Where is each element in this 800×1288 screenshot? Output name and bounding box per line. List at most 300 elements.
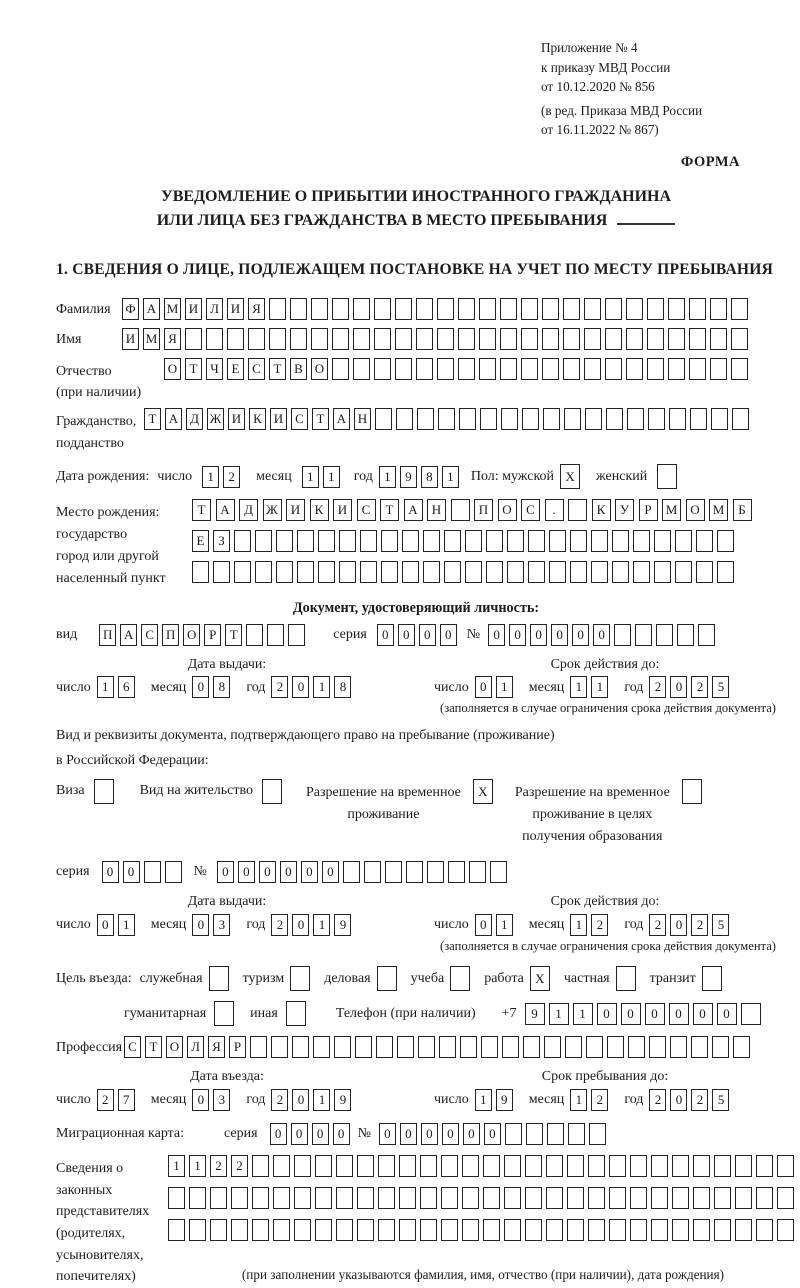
- char-box[interactable]: 0: [645, 1003, 665, 1025]
- char-box[interactable]: [189, 1187, 206, 1209]
- char-box[interactable]: [214, 1001, 234, 1026]
- residence-number-input[interactable]: [217, 861, 511, 883]
- char-box[interactable]: [563, 328, 580, 350]
- char-box[interactable]: 0: [292, 1089, 309, 1111]
- char-box[interactable]: 2: [591, 1089, 608, 1111]
- char-box[interactable]: [735, 1219, 752, 1241]
- char-box[interactable]: Т: [145, 1036, 162, 1058]
- char-box[interactable]: [507, 561, 524, 583]
- char-box[interactable]: 9: [496, 1089, 513, 1111]
- char-box[interactable]: 0: [292, 676, 309, 698]
- char-box[interactable]: И: [270, 408, 287, 430]
- char-box[interactable]: 0: [270, 1123, 287, 1145]
- char-box[interactable]: [444, 530, 461, 552]
- char-box[interactable]: [441, 1155, 458, 1177]
- char-box[interactable]: [441, 1187, 458, 1209]
- char-box[interactable]: [656, 624, 673, 646]
- birthdate-day-input[interactable]: [202, 466, 244, 488]
- char-box[interactable]: А: [165, 408, 182, 430]
- char-box[interactable]: Я: [248, 298, 265, 320]
- char-box[interactable]: 0: [475, 676, 492, 698]
- char-box[interactable]: 0: [400, 1123, 417, 1145]
- char-box[interactable]: 0: [379, 1123, 396, 1145]
- stay-month-input[interactable]: [570, 1089, 612, 1111]
- char-box[interactable]: [717, 561, 734, 583]
- char-box[interactable]: [458, 328, 475, 350]
- birthdate-year-input[interactable]: [379, 466, 463, 488]
- char-box[interactable]: [584, 298, 601, 320]
- char-box[interactable]: [185, 328, 202, 350]
- char-box[interactable]: [525, 1219, 542, 1241]
- char-box[interactable]: [336, 1219, 353, 1241]
- char-box[interactable]: [357, 1219, 374, 1241]
- char-box[interactable]: [609, 1187, 626, 1209]
- char-box[interactable]: [756, 1219, 773, 1241]
- char-box[interactable]: А: [404, 499, 423, 521]
- char-box[interactable]: [672, 1187, 689, 1209]
- char-box[interactable]: [567, 1155, 584, 1177]
- char-box[interactable]: [568, 499, 587, 521]
- char-box[interactable]: [374, 328, 391, 350]
- char-box[interactable]: О: [311, 358, 328, 380]
- char-box[interactable]: 0: [398, 624, 415, 646]
- residence-series-input[interactable]: [102, 861, 186, 883]
- char-box[interactable]: [458, 298, 475, 320]
- char-box[interactable]: [777, 1187, 794, 1209]
- char-box[interactable]: [731, 358, 748, 380]
- char-box[interactable]: [585, 408, 602, 430]
- char-box[interactable]: [276, 530, 293, 552]
- char-box[interactable]: [294, 1219, 311, 1241]
- char-box[interactable]: 0: [621, 1003, 641, 1025]
- char-box[interactable]: [690, 408, 707, 430]
- char-box[interactable]: С: [124, 1036, 141, 1058]
- char-box[interactable]: [420, 1219, 437, 1241]
- char-box[interactable]: 2: [223, 466, 240, 488]
- char-box[interactable]: [483, 1155, 500, 1177]
- char-box[interactable]: [525, 1187, 542, 1209]
- char-box[interactable]: 1: [97, 676, 114, 698]
- char-box[interactable]: К: [592, 499, 611, 521]
- char-box[interactable]: 1: [496, 676, 513, 698]
- expiry-month-input[interactable]: [570, 676, 612, 698]
- char-box[interactable]: 0: [717, 1003, 737, 1025]
- char-box[interactable]: 0: [192, 676, 209, 698]
- char-box[interactable]: [168, 1219, 185, 1241]
- char-box[interactable]: А: [333, 408, 350, 430]
- char-box[interactable]: 0: [312, 1123, 329, 1145]
- stay-day-input[interactable]: [475, 1089, 517, 1111]
- char-box[interactable]: [165, 861, 182, 883]
- char-box[interactable]: И: [286, 499, 305, 521]
- char-box[interactable]: [504, 1187, 521, 1209]
- char-box[interactable]: 8: [213, 676, 230, 698]
- char-box[interactable]: 0: [192, 914, 209, 936]
- char-box[interactable]: 1: [313, 1089, 330, 1111]
- char-box[interactable]: [546, 1155, 563, 1177]
- char-box[interactable]: [525, 1155, 542, 1177]
- char-box[interactable]: 9: [400, 466, 417, 488]
- char-box[interactable]: 2: [649, 676, 666, 698]
- char-box[interactable]: И: [185, 298, 202, 320]
- char-box[interactable]: [336, 1155, 353, 1177]
- char-box[interactable]: А: [143, 298, 160, 320]
- temp-residence-checkbox[interactable]: [473, 779, 493, 804]
- char-box[interactable]: [564, 408, 581, 430]
- char-box[interactable]: [273, 1219, 290, 1241]
- char-box[interactable]: 6: [118, 676, 135, 698]
- char-box[interactable]: [777, 1219, 794, 1241]
- char-box[interactable]: [677, 624, 694, 646]
- char-box[interactable]: Т: [312, 408, 329, 430]
- char-box[interactable]: Н: [427, 499, 446, 521]
- surname-input[interactable]: [122, 298, 752, 320]
- char-box[interactable]: [741, 1003, 761, 1025]
- char-box[interactable]: [336, 1187, 353, 1209]
- char-box[interactable]: 1: [313, 914, 330, 936]
- char-box[interactable]: [315, 1155, 332, 1177]
- char-box[interactable]: [588, 1187, 605, 1209]
- char-box[interactable]: [693, 1187, 710, 1209]
- char-box[interactable]: [633, 530, 650, 552]
- char-box[interactable]: [357, 1187, 374, 1209]
- char-box[interactable]: [479, 328, 496, 350]
- char-box[interactable]: [462, 1187, 479, 1209]
- char-box[interactable]: 2: [691, 914, 708, 936]
- char-box[interactable]: Ф: [122, 298, 139, 320]
- char-box[interactable]: [588, 1155, 605, 1177]
- char-box[interactable]: [588, 1219, 605, 1241]
- char-box[interactable]: [586, 1036, 603, 1058]
- char-box[interactable]: [668, 328, 685, 350]
- char-box[interactable]: [364, 861, 381, 883]
- char-box[interactable]: 1: [570, 676, 587, 698]
- char-box[interactable]: У: [615, 499, 634, 521]
- char-box[interactable]: [334, 1036, 351, 1058]
- char-box[interactable]: [206, 328, 223, 350]
- char-box[interactable]: [614, 624, 631, 646]
- char-box[interactable]: 0: [669, 1003, 689, 1025]
- char-box[interactable]: [528, 561, 545, 583]
- char-box[interactable]: [698, 624, 715, 646]
- char-box[interactable]: [353, 358, 370, 380]
- char-box[interactable]: 0: [419, 624, 436, 646]
- char-box[interactable]: [481, 1036, 498, 1058]
- char-box[interactable]: [505, 1123, 522, 1145]
- char-box[interactable]: [605, 328, 622, 350]
- firstname-input[interactable]: [122, 328, 752, 350]
- sex-female-checkbox[interactable]: [657, 464, 677, 489]
- char-box[interactable]: Е: [192, 530, 209, 552]
- char-box[interactable]: Д: [239, 499, 258, 521]
- char-box[interactable]: [395, 298, 412, 320]
- char-box[interactable]: [313, 1036, 330, 1058]
- char-box[interactable]: [395, 328, 412, 350]
- residence-issue-year-input[interactable]: [271, 914, 355, 936]
- char-box[interactable]: [246, 624, 263, 646]
- char-box[interactable]: [717, 530, 734, 552]
- residence-expiry-day-input[interactable]: [475, 914, 517, 936]
- char-box[interactable]: [448, 861, 465, 883]
- char-box[interactable]: [417, 408, 434, 430]
- char-box[interactable]: Т: [269, 358, 286, 380]
- char-box[interactable]: [710, 298, 727, 320]
- char-box[interactable]: [396, 408, 413, 430]
- char-box[interactable]: [714, 1155, 731, 1177]
- char-box[interactable]: [542, 328, 559, 350]
- char-box[interactable]: [522, 408, 539, 430]
- char-box[interactable]: [567, 1219, 584, 1241]
- char-box[interactable]: [731, 328, 748, 350]
- char-box[interactable]: О: [183, 624, 200, 646]
- char-box[interactable]: [375, 408, 392, 430]
- doc-type-input[interactable]: [99, 624, 309, 646]
- char-box[interactable]: [612, 561, 629, 583]
- char-box[interactable]: 0: [670, 914, 687, 936]
- char-box[interactable]: [437, 298, 454, 320]
- residence-permit-checkbox[interactable]: [262, 779, 282, 804]
- representatives-line1-input[interactable]: [168, 1155, 798, 1177]
- char-box[interactable]: [654, 561, 671, 583]
- char-box[interactable]: X: [473, 779, 493, 804]
- char-box[interactable]: 0: [693, 1003, 713, 1025]
- char-box[interactable]: [168, 1187, 185, 1209]
- char-box[interactable]: [339, 530, 356, 552]
- char-box[interactable]: Д: [186, 408, 203, 430]
- char-box[interactable]: 2: [271, 676, 288, 698]
- char-box[interactable]: М: [143, 328, 160, 350]
- char-box[interactable]: [381, 530, 398, 552]
- char-box[interactable]: [651, 1219, 668, 1241]
- purpose-work-checkbox[interactable]: [530, 966, 550, 991]
- char-box[interactable]: [209, 966, 229, 991]
- char-box[interactable]: Ч: [206, 358, 223, 380]
- char-box[interactable]: [732, 408, 749, 430]
- char-box[interactable]: [462, 1219, 479, 1241]
- char-box[interactable]: [290, 298, 307, 320]
- char-box[interactable]: 2: [271, 914, 288, 936]
- char-box[interactable]: [500, 358, 517, 380]
- char-box[interactable]: [549, 561, 566, 583]
- purpose-study-checkbox[interactable]: [450, 966, 470, 991]
- char-box[interactable]: [591, 561, 608, 583]
- char-box[interactable]: 1: [302, 466, 319, 488]
- char-box[interactable]: [273, 1187, 290, 1209]
- char-box[interactable]: [269, 298, 286, 320]
- char-box[interactable]: [521, 298, 538, 320]
- char-box[interactable]: Б: [733, 499, 752, 521]
- char-box[interactable]: [635, 624, 652, 646]
- char-box[interactable]: [377, 966, 397, 991]
- char-box[interactable]: [544, 1036, 561, 1058]
- char-box[interactable]: 0: [442, 1123, 459, 1145]
- char-box[interactable]: [691, 1036, 708, 1058]
- char-box[interactable]: 0: [292, 914, 309, 936]
- char-box[interactable]: X: [560, 464, 580, 489]
- char-box[interactable]: [546, 1187, 563, 1209]
- char-box[interactable]: [437, 358, 454, 380]
- char-box[interactable]: [627, 408, 644, 430]
- char-box[interactable]: [693, 1219, 710, 1241]
- char-box[interactable]: [94, 779, 114, 804]
- char-box[interactable]: 0: [484, 1123, 501, 1145]
- char-box[interactable]: [521, 328, 538, 350]
- char-box[interactable]: [486, 561, 503, 583]
- char-box[interactable]: 0: [670, 676, 687, 698]
- purpose-transit-checkbox[interactable]: [702, 966, 722, 991]
- char-box[interactable]: 0: [322, 861, 339, 883]
- char-box[interactable]: [189, 1219, 206, 1241]
- char-box[interactable]: [567, 1187, 584, 1209]
- char-box[interactable]: [733, 1036, 750, 1058]
- char-box[interactable]: [437, 328, 454, 350]
- char-box[interactable]: .: [545, 499, 564, 521]
- char-box[interactable]: [286, 1001, 306, 1026]
- char-box[interactable]: И: [333, 499, 352, 521]
- entry-day-input[interactable]: [97, 1089, 139, 1111]
- char-box[interactable]: [626, 298, 643, 320]
- char-box[interactable]: [374, 298, 391, 320]
- char-box[interactable]: И: [122, 328, 139, 350]
- entry-year-input[interactable]: [271, 1089, 355, 1111]
- char-box[interactable]: 1: [323, 466, 340, 488]
- char-box[interactable]: Т: [380, 499, 399, 521]
- char-box[interactable]: [288, 624, 305, 646]
- char-box[interactable]: [332, 358, 349, 380]
- representatives-line3-input[interactable]: [168, 1219, 798, 1241]
- char-box[interactable]: [292, 1036, 309, 1058]
- char-box[interactable]: [605, 298, 622, 320]
- char-box[interactable]: [712, 1036, 729, 1058]
- char-box[interactable]: 3: [213, 1089, 230, 1111]
- char-box[interactable]: [427, 861, 444, 883]
- char-box[interactable]: [668, 358, 685, 380]
- char-box[interactable]: 0: [291, 1123, 308, 1145]
- char-box[interactable]: [315, 1219, 332, 1241]
- char-box[interactable]: 0: [377, 624, 394, 646]
- stay-year-input[interactable]: [649, 1089, 733, 1111]
- char-box[interactable]: [606, 408, 623, 430]
- purpose-commercial-checkbox[interactable]: [377, 966, 397, 991]
- doc-series-input[interactable]: [377, 624, 461, 646]
- char-box[interactable]: [353, 298, 370, 320]
- char-box[interactable]: [360, 561, 377, 583]
- char-box[interactable]: 0: [509, 624, 526, 646]
- char-box[interactable]: [672, 1219, 689, 1241]
- char-box[interactable]: [465, 561, 482, 583]
- char-box[interactable]: [693, 1155, 710, 1177]
- char-box[interactable]: [630, 1187, 647, 1209]
- char-box[interactable]: [234, 561, 251, 583]
- char-box[interactable]: [714, 1219, 731, 1241]
- char-box[interactable]: [423, 530, 440, 552]
- char-box[interactable]: [402, 561, 419, 583]
- purpose-humanitarian-checkbox[interactable]: [214, 1001, 234, 1026]
- char-box[interactable]: [276, 561, 293, 583]
- char-box[interactable]: 0: [440, 624, 457, 646]
- migration-series-input[interactable]: [270, 1123, 354, 1145]
- char-box[interactable]: 2: [649, 1089, 666, 1111]
- char-box[interactable]: [501, 408, 518, 430]
- char-box[interactable]: 1: [189, 1155, 206, 1177]
- char-box[interactable]: [672, 1155, 689, 1177]
- birthplace-line2-input[interactable]: [192, 530, 738, 552]
- char-box[interactable]: [756, 1187, 773, 1209]
- char-box[interactable]: 1: [379, 466, 396, 488]
- char-box[interactable]: [416, 298, 433, 320]
- char-box[interactable]: 1: [496, 914, 513, 936]
- char-box[interactable]: [192, 561, 209, 583]
- char-box[interactable]: Р: [229, 1036, 246, 1058]
- char-box[interactable]: Е: [227, 358, 244, 380]
- char-box[interactable]: [591, 530, 608, 552]
- char-box[interactable]: З: [213, 530, 230, 552]
- char-box[interactable]: [315, 1187, 332, 1209]
- char-box[interactable]: [689, 298, 706, 320]
- char-box[interactable]: [395, 358, 412, 380]
- char-box[interactable]: [647, 358, 664, 380]
- residence-issue-month-input[interactable]: [192, 914, 234, 936]
- char-box[interactable]: О: [164, 358, 181, 380]
- char-box[interactable]: [570, 561, 587, 583]
- char-box[interactable]: [528, 530, 545, 552]
- char-box[interactable]: [416, 358, 433, 380]
- char-box[interactable]: [402, 530, 419, 552]
- char-box[interactable]: М: [662, 499, 681, 521]
- char-box[interactable]: [294, 1155, 311, 1177]
- patronymic-input[interactable]: [164, 358, 752, 380]
- char-box[interactable]: [374, 358, 391, 380]
- char-box[interactable]: [332, 328, 349, 350]
- char-box[interactable]: 0: [530, 624, 547, 646]
- char-box[interactable]: К: [310, 499, 329, 521]
- char-box[interactable]: [654, 530, 671, 552]
- char-box[interactable]: [294, 1187, 311, 1209]
- entry-month-input[interactable]: [192, 1089, 234, 1111]
- birthdate-month-input[interactable]: [302, 466, 344, 488]
- char-box[interactable]: [507, 530, 524, 552]
- char-box[interactable]: [423, 561, 440, 583]
- char-box[interactable]: Н: [354, 408, 371, 430]
- char-box[interactable]: [273, 1155, 290, 1177]
- char-box[interactable]: 9: [334, 1089, 351, 1111]
- char-box[interactable]: [479, 358, 496, 380]
- char-box[interactable]: [483, 1219, 500, 1241]
- char-box[interactable]: 0: [192, 1089, 209, 1111]
- representatives-line2-input[interactable]: [168, 1187, 798, 1209]
- char-box[interactable]: [271, 1036, 288, 1058]
- char-box[interactable]: [231, 1219, 248, 1241]
- char-box[interactable]: Р: [639, 499, 658, 521]
- birthplace-line1-input[interactable]: [192, 499, 756, 521]
- char-box[interactable]: [647, 328, 664, 350]
- char-box[interactable]: [399, 1219, 416, 1241]
- char-box[interactable]: [420, 1155, 437, 1177]
- char-box[interactable]: 0: [463, 1123, 480, 1145]
- char-box[interactable]: Т: [225, 624, 242, 646]
- char-box[interactable]: О: [686, 499, 705, 521]
- char-box[interactable]: 0: [421, 1123, 438, 1145]
- char-box[interactable]: [542, 358, 559, 380]
- char-box[interactable]: [542, 298, 559, 320]
- char-box[interactable]: [210, 1219, 227, 1241]
- char-box[interactable]: Я: [208, 1036, 225, 1058]
- char-box[interactable]: [570, 530, 587, 552]
- char-box[interactable]: К: [249, 408, 266, 430]
- char-box[interactable]: [458, 358, 475, 380]
- char-box[interactable]: 1: [591, 676, 608, 698]
- sex-male-checkbox[interactable]: [560, 464, 580, 489]
